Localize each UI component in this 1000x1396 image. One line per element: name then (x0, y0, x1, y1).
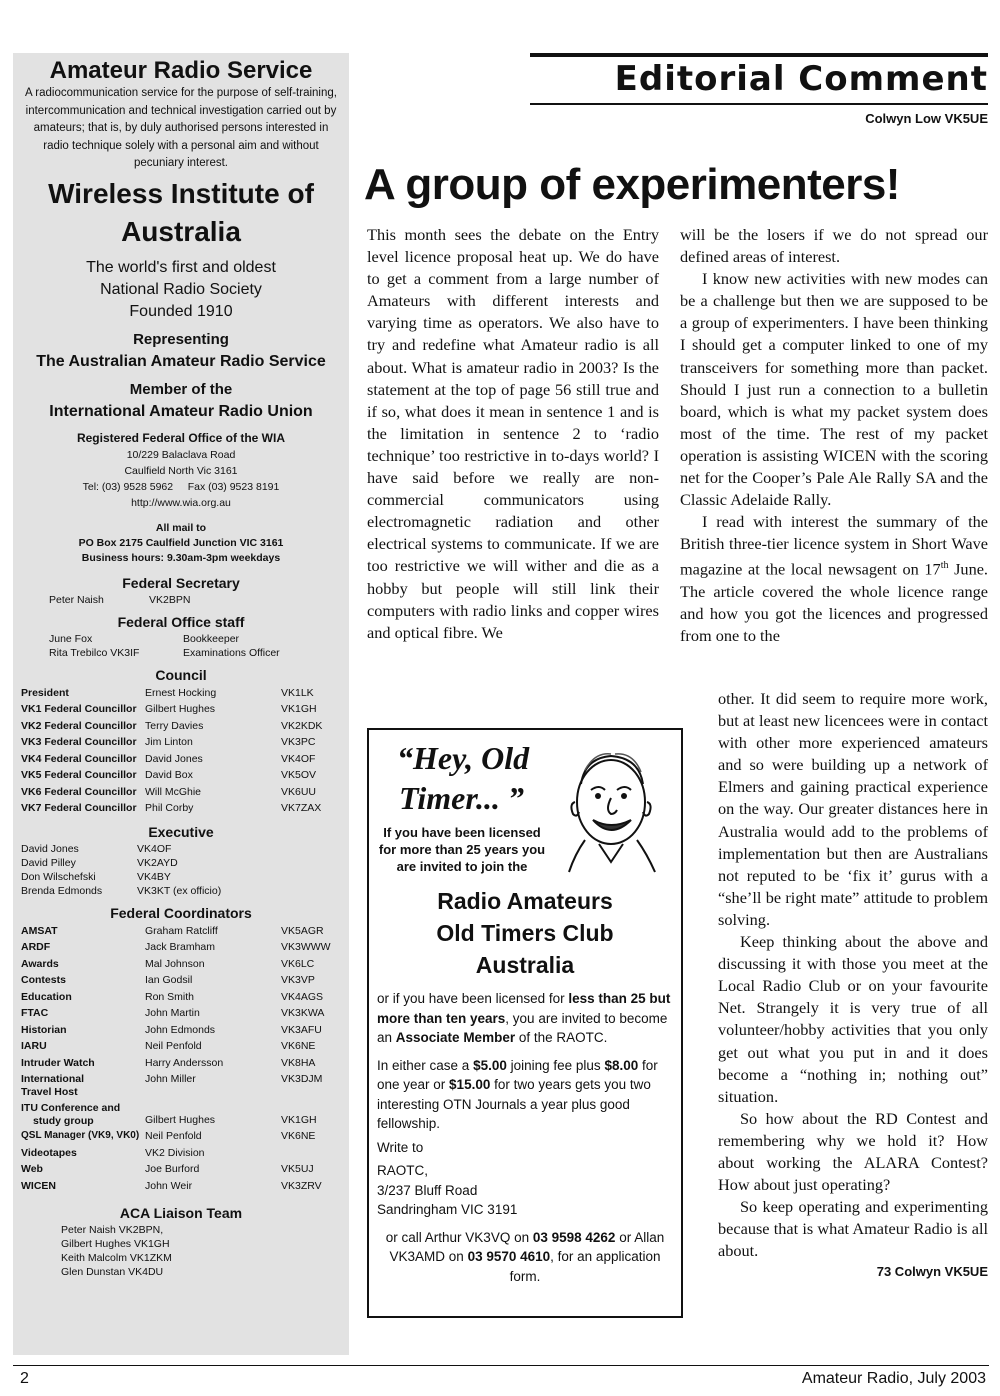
coord-role: Awards (21, 957, 59, 970)
exec-name: David Pilley (21, 856, 76, 869)
ad-text-bold: $5.00 (473, 1057, 507, 1073)
council-name: Will McGhie (145, 785, 202, 798)
table-row (21, 939, 331, 956)
coord-call (281, 1145, 331, 1162)
council-call: VK1LK (281, 686, 314, 699)
publication-footer: Amateur Radio, July 2003 (801, 1370, 986, 1387)
ad-text: In either case a (377, 1057, 474, 1073)
coord-role (21, 1099, 145, 1128)
mail-label: All mail to (155, 521, 207, 534)
ad-text-bold: less than 25 but more than ten years (377, 991, 671, 1026)
council-call: VK5OV (281, 769, 317, 781)
table-row (21, 1161, 331, 1178)
coordinators-table (21, 923, 331, 1195)
ad-address-line: Sandringham VIC 3191 (377, 1202, 518, 1217)
paragraph-1: This month sees the debate on the Entry level licence proposal heat up. We do have to get a comment from a large number of Amateurs with different interests and varying time as operators. We also have to try and redefine what Amateur radio is all about. What is amateur radio in 2003? Is the statement at the top of page 56 still true and if so, what does it mean in sentence 1 and is the limitation in sentence 2 to ‘radio technique’ too restrictive in to-days world? I have said before we really are non-commercial communicators using electromagnetic radiation and other electrical systems to communicate. If we are too restrictive we will wither and die as a hobby but people will still link their computers with radio links and copper wires and optical fibre. We (367, 225, 659, 642)
coord-role: WICEN (21, 1179, 56, 1192)
exec-name: Don Wilschefski (21, 870, 96, 883)
table-row (21, 718, 322, 735)
aca-member: Keith Malcolm VK1ZKM (61, 1252, 172, 1264)
council-heading: Council (155, 666, 207, 683)
ad-address (377, 1161, 673, 1220)
paragraph-3-continued: other. It did seem to require more work, but at least new licencees were in contact with other more experienced amateurs and so were building up a network of Elmers and gaining practical experience on the way. Our greater distances here in Australia would add to the problems of implementation but then are Australians not reputed to be ‘fix it’ gurus with a “she’ll be right mate” attitude to problem solving. (718, 689, 988, 929)
coord-role: AMSAT (21, 924, 58, 937)
council-name: Phil Corby (145, 802, 194, 814)
page-number: 2 (20, 1370, 29, 1387)
member-label: Member of the (129, 380, 233, 398)
coord-name: Graham Ratcliff (145, 924, 218, 937)
coord-name: Gilbert Hughes (145, 1113, 216, 1126)
coord-role: Videotapes (21, 1146, 77, 1159)
paragraph-6: So keep operating and experimenting because that is what Amateur Radio is all about. (718, 1197, 988, 1261)
old-timer-portrait-icon (555, 744, 667, 874)
paragraph-2: I know new activities with new modes can be a challenge but then we are supposed to be a group of experimenters. I have been thinking I should get a computer linked to one of my transceivers for something more than packet. Should I just run a connection to a bulletin board, which is what my packet system does most of the time. The rest of my packet operation is assisting WICEN with the scoring net for the Cooper’s Pale Ale Rally SA and the Classic Adelaide Rally. (680, 269, 988, 510)
coord-call: VK3AFU (281, 1023, 322, 1036)
table-row (21, 784, 322, 801)
paragraph-5: So how about the RD Contest and remembering why we hold it? How about working the ALARA Contest? How about just operating? (718, 1108, 988, 1195)
ad-headline-line-1: “Hey, Old (397, 740, 530, 776)
aca-member: Glen Dunstan VK4DU (61, 1266, 164, 1278)
exec-call: VK3KT (ex officio) (137, 884, 222, 897)
footer-rule (13, 1365, 989, 1366)
exec-name: Brenda Edmonds (21, 884, 103, 897)
aca-member: Peter Naish VK2BPN, (61, 1224, 164, 1236)
coord-name: VK2 Division (145, 1146, 205, 1159)
coord-call: VK4AGS (281, 990, 324, 1003)
org-name: Wireless Institute of Australia (48, 177, 314, 247)
federal-secretary (21, 593, 341, 607)
council-call: VK2KDK (281, 719, 323, 732)
table-row (21, 767, 322, 784)
website: http://www.wia.org.au (131, 496, 231, 509)
coord-name: John Weir (145, 1179, 193, 1192)
council-name: David Box (145, 769, 193, 781)
ad-fees-text (377, 1056, 673, 1134)
section-title: Editorial Comment (614, 59, 988, 99)
member-org: International Amateur Radio Union (49, 402, 313, 420)
council-name: Ernest Hocking (145, 686, 217, 699)
council-role: VK3 Federal Councillor (21, 736, 137, 748)
business-hours: Business hours: 9.30am-3pm weekdays (81, 551, 281, 564)
council-table (21, 685, 322, 817)
club-name (377, 885, 673, 981)
coord-name: Neil Penfold (145, 1130, 202, 1142)
table-row (21, 1055, 331, 1072)
ad-text: , for an application form. (509, 1249, 661, 1284)
ad-address-line: 3/237 Bluff Road (377, 1182, 478, 1198)
table-row (21, 800, 322, 817)
coord-role: ARDF (21, 941, 51, 953)
aca-members (21, 1223, 341, 1279)
table-row (21, 701, 322, 718)
coord-call: VK5AGR (281, 924, 324, 937)
table-row (21, 1038, 331, 1055)
table-row (21, 1145, 331, 1162)
coord-call: VK3DJM (281, 1073, 323, 1085)
ad-intro: If you have been licensed for more than 25 years you are invited to join the (378, 825, 546, 874)
coord-name: Ron Smith (145, 990, 195, 1003)
representing-label: Representing (133, 330, 229, 348)
paragraph-1-continued: will be the losers if we do not spread our defined areas of interest. (680, 225, 988, 267)
ad-text-bold: Associate Member (395, 1030, 516, 1045)
paragraph-3-text: I read with interest the summary of the British three-tier licence system in Short Wave magazine at the local newsagent on 17 (680, 512, 988, 579)
ad-associate-text (377, 989, 673, 1048)
tagline-1: The world's first and oldest (86, 258, 276, 276)
coordinators-heading: Federal Coordinators (110, 904, 252, 921)
table-row (21, 734, 322, 751)
table-row (21, 685, 322, 702)
ad-text: for two years gets you two interesting OTN Journals a year plus good fellowship. (377, 1077, 651, 1131)
coord-call: VK8HA (281, 1056, 316, 1069)
council-call: VK7ZAX (281, 802, 322, 814)
paragraph-4: Keep thinking about the above and discussing it with those you meet at the Local Radio Club or on your favourite Net. Strangely it is very true of all volunteer/hobby activities that you only get out what you put in and it does become a “nothing in; nothing out” situation. (718, 932, 988, 1106)
exec-call: VK2AYD (137, 856, 178, 869)
council-name: Jim Linton (145, 736, 193, 748)
table-row (21, 1128, 331, 1145)
coord-role: IARU (21, 1040, 47, 1052)
ad-phone: 03 9570 4610 (467, 1249, 551, 1264)
federal-secretary-heading: Federal Secretary (122, 574, 240, 591)
council-name: David Jones (145, 752, 203, 765)
council-name: Gilbert Hughes (145, 703, 216, 715)
club-name-line-2: Old Timers Club (436, 920, 614, 946)
coord-call: VK3VP (281, 974, 315, 986)
federal-office-heading: Federal Office staff (117, 613, 245, 630)
table-row (21, 1178, 331, 1195)
ad-text-bold: $8.00 (604, 1057, 639, 1073)
secretary-name: Peter Naish (49, 593, 104, 606)
coord-role: FTAC (21, 1007, 49, 1019)
council-call: VK6UU (281, 785, 317, 798)
table-row (21, 956, 331, 973)
table-row (21, 1099, 331, 1128)
table-row (21, 989, 331, 1006)
coord-role: Web (21, 1163, 43, 1175)
ad-text: or Allan VK3AMD on (389, 1229, 665, 1264)
club-name-line-1: Radio Amateurs (437, 888, 613, 914)
coord-call: VK6NE (281, 1040, 316, 1052)
ad-text: , you are invited to become an (377, 1010, 668, 1045)
coord-call: VK3ZRV (281, 1179, 322, 1192)
council-role: VK6 Federal Councillor (21, 785, 137, 798)
office-label: Registered Federal Office of the WIA (76, 430, 286, 445)
ad-headline-line-2: Timer... ” (399, 780, 525, 816)
coord-role-line1: ITU Conference and (21, 1102, 121, 1114)
council-role: VK2 Federal Councillor (21, 719, 137, 732)
sidebar (13, 53, 349, 1355)
coord-call: VK6LC (281, 957, 315, 970)
council-role: VK5 Federal Councillor (21, 769, 137, 781)
staff-name: June Fox (49, 632, 93, 645)
council-role: President (21, 686, 69, 699)
council-role: VK7 Federal Councillor (21, 802, 137, 814)
coord-role: Contests (21, 974, 66, 986)
coord-role: Intruder Watch (21, 1056, 95, 1069)
coord-name: John Edmonds (145, 1023, 216, 1036)
article-column-1 (367, 224, 659, 644)
coord-name: Mal Johnson (145, 957, 205, 970)
executive-list (21, 842, 341, 898)
signoff: 73 Colwyn VK5UE (876, 1264, 988, 1280)
council-call: VK1GH (281, 703, 317, 715)
phone-fax (21, 479, 341, 495)
representing: The Australian Amateur Radio Service (36, 352, 326, 370)
coord-role-line2: study group (33, 1115, 94, 1127)
table-row (21, 1005, 331, 1022)
council-role: VK1 Federal Councillor (21, 703, 137, 715)
council-name: Terry Davies (145, 719, 204, 732)
coord-name: Neil Penfold (145, 1040, 202, 1052)
staff-role: Examinations Officer (183, 646, 280, 659)
coord-name: Ian Godsil (145, 974, 193, 986)
founded: Founded 1910 (129, 302, 233, 320)
paragraph-3 (680, 511, 988, 647)
secretary-call: VK2BPN (149, 593, 191, 606)
exec-call: VK4BY (137, 870, 171, 883)
staff-name: Rita Trebilco VK3IF (49, 646, 140, 659)
tagline-2: National Radio Society (100, 280, 262, 298)
club-name-line-3: Australia (475, 952, 575, 978)
service-description: A radiocommunication service for the purpose of self-training, intercommunication and technical investigation carried out by amateurs; that is, by duly authorised persons interested in radio technique solely with a personal aim and without pecuniary interest. (25, 87, 337, 169)
table-row (21, 751, 322, 768)
coord-call: VK6NE (281, 1130, 316, 1142)
superscript: th (940, 560, 949, 572)
coord-name: John Miller (145, 1073, 196, 1085)
coord-role-line2: Travel Host (21, 1086, 78, 1098)
header-rule-bottom (530, 103, 988, 105)
staff-role: Bookkeeper (183, 632, 240, 645)
coord-call: VK3WWW (281, 941, 331, 953)
address-line-2: Caulfield North Vic 3161 (124, 464, 238, 477)
author-byline: Colwyn Low VK5UE (865, 111, 988, 126)
federal-office-staff (21, 632, 341, 660)
raotc-advert (367, 728, 683, 1318)
ad-write-to: Write to (377, 1139, 424, 1155)
coord-name: Harry Andersson (145, 1056, 224, 1069)
ad-text: or if you have been licensed for (377, 991, 569, 1006)
ad-text: for one year or (377, 1057, 658, 1092)
coord-role: Historian (21, 1023, 67, 1036)
coord-name: Jack Bramham (145, 941, 216, 953)
ad-text: or call Arthur VK3VQ on (385, 1229, 533, 1245)
service-title: Amateur Radio Service (49, 57, 313, 84)
address-line-1: 10/229 Balaclava Road (126, 448, 236, 461)
ad-text-bold: $15.00 (449, 1077, 491, 1092)
coord-call: VK1GH (281, 1113, 317, 1126)
coord-role: Education (21, 990, 72, 1003)
council-role: VK4 Federal Councillor (21, 752, 137, 765)
table-row (21, 972, 331, 989)
council-call: VK4OF (281, 752, 316, 765)
fax: Fax (03) 9523 8191 (187, 480, 280, 493)
article-column-3 (718, 688, 988, 1279)
aca-member: Gilbert Hughes VK1GH (61, 1238, 170, 1250)
ad-address-line: RAOTC, (377, 1163, 429, 1178)
tel: Tel: (03) 9528 5962 (82, 480, 174, 493)
paragraph-3-text-b: June. The article covered the whole licence range and how you got the licences and progressed from one to the (680, 559, 989, 646)
executive-heading: Executive (148, 823, 214, 840)
table-row (21, 1022, 331, 1039)
table-row (21, 1071, 331, 1099)
ad-phone: 03 9598 4262 (532, 1229, 616, 1245)
council-call: VK3PC (281, 736, 316, 748)
aca-heading: ACA Liaison Team (119, 1205, 243, 1221)
header-rule-top (530, 53, 988, 57)
coord-role: QSL Manager (VK9, VK0) (21, 1130, 140, 1141)
coord-call: VK3KWA (281, 1007, 325, 1019)
coord-name: Joe Burford (145, 1163, 200, 1175)
table-row (21, 923, 331, 940)
coord-call: VK5UJ (281, 1163, 314, 1175)
coord-name: John Martin (145, 1007, 200, 1019)
article-column-2 (680, 224, 988, 647)
ad-call-text (377, 1228, 673, 1287)
coord-role-line1: International (21, 1073, 85, 1085)
ad-text: of the RAOTC. (515, 1030, 608, 1045)
exec-name: David Jones (21, 842, 79, 855)
ad-text: joining fee plus (506, 1057, 605, 1073)
po-box: PO Box 2175 Caulfield Junction VIC 3161 (78, 536, 284, 549)
exec-call: VK4OF (137, 842, 172, 855)
coord-role (21, 1071, 145, 1099)
article-headline: A group of experimenters! (364, 160, 900, 209)
